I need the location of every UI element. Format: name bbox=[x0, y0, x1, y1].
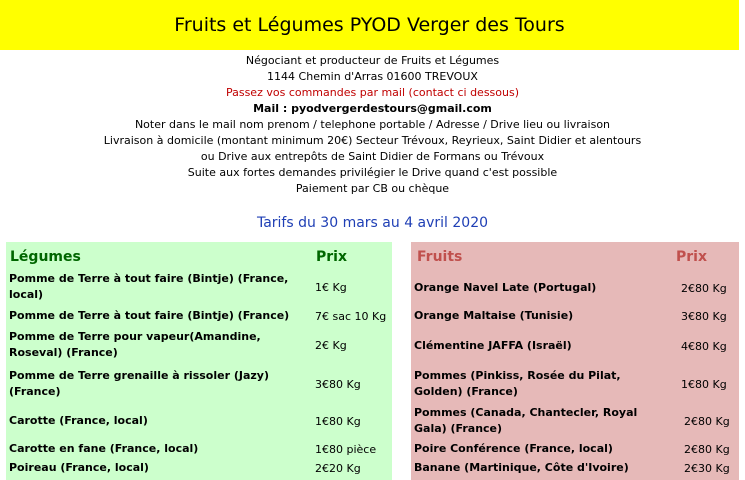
vegetable-row bbox=[6, 269, 392, 305]
vegetable-price: 7€ sac 10 Kg bbox=[315, 309, 387, 323]
fruit-name: Pommes (Canada, Chantecler, Royal Gala) (France) bbox=[414, 406, 638, 435]
vegetable-row bbox=[6, 366, 392, 402]
vegetable-price: 1€80 Kg bbox=[315, 414, 361, 428]
info-line-note: Noter dans le mail nom prenom / telephone portable / Adresse / Drive lieu ou livraison bbox=[134, 118, 611, 131]
fruit-price: 4€80 Kg bbox=[681, 339, 727, 353]
vegetable-row bbox=[6, 327, 392, 363]
info-line-payment: Paiement par CB ou chèque bbox=[295, 182, 450, 195]
vegetable-name: Pomme de Terre à tout faire (Bintje) (France) bbox=[9, 309, 290, 322]
vegetable-row bbox=[6, 306, 392, 326]
fruit-row bbox=[411, 403, 739, 439]
vegetable-name: Carotte (France, local) bbox=[9, 414, 148, 427]
tarifs-dates: Tarifs du 30 mars au 4 avril 2020 bbox=[256, 215, 489, 231]
fruit-row bbox=[411, 459, 739, 477]
fruit-name: Orange Navel Late (Portugal) bbox=[414, 281, 597, 294]
info-line-email: Mail : pyodvergerdestours@gmail.com bbox=[253, 102, 492, 115]
info-line-order-instructions: Passez vos commandes par mail (contact ci dessous) bbox=[225, 86, 520, 99]
fruit-row bbox=[411, 366, 739, 402]
vegetable-price: 2€20 Kg bbox=[315, 461, 361, 475]
fruit-row bbox=[411, 440, 739, 458]
vegetable-price: 1€ Kg bbox=[315, 280, 347, 294]
fruit-row bbox=[411, 278, 739, 298]
fruit-price: 2€80 Kg bbox=[684, 414, 730, 428]
fruits-panel bbox=[411, 242, 739, 480]
fruit-price: 2€80 Kg bbox=[681, 281, 727, 295]
fruit-name: Pommes (Pinkiss, Rosée du Pilat, Golden) (France) bbox=[414, 369, 621, 398]
vegetable-name: Pomme de Terre grenaille à rissoler (Jazy) (France) bbox=[9, 369, 269, 398]
vegetable-name: Pomme de Terre pour vapeur(Amandine, Roseval) (France) bbox=[9, 330, 261, 359]
vegetables-header: Légumes bbox=[10, 249, 81, 265]
fruit-name: Poire Conférence (France, local) bbox=[414, 442, 613, 455]
vegetable-price: 3€80 Kg bbox=[315, 377, 361, 391]
page-title: Fruits et Légumes PYOD Verger des Tours bbox=[174, 14, 565, 36]
fruit-row bbox=[411, 306, 739, 326]
fruits-header: Fruits bbox=[417, 249, 463, 265]
vegetable-name: Carotte en fane (France, local) bbox=[9, 442, 199, 455]
info-line-drive: ou Drive aux entrepôts de Saint Didier de Formans ou Trévoux bbox=[200, 150, 545, 163]
vegetables-price-header: Prix bbox=[316, 249, 347, 265]
fruits-price-header: Prix bbox=[676, 249, 707, 265]
vegetable-row bbox=[6, 411, 392, 431]
info-block bbox=[0, 53, 745, 197]
vegetable-name: Pomme de Terre à tout faire (Bintje) (France, local) bbox=[9, 272, 289, 301]
vegetable-row bbox=[6, 440, 392, 458]
info-line-address: 1144 Chemin d'Arras 01600 TREVOUX bbox=[267, 70, 478, 83]
info-line-description: Négociant et producteur de Fruits et Légumes bbox=[245, 54, 500, 67]
vegetables-panel bbox=[6, 242, 392, 480]
fruit-row bbox=[411, 336, 739, 356]
fruit-name: Banane (Martinique, Côte d'Ivoire) bbox=[414, 461, 629, 474]
fruit-price: 2€30 Kg bbox=[684, 461, 730, 475]
vegetable-name: Poireau (France, local) bbox=[9, 461, 149, 474]
vegetable-price: 1€80 pièce bbox=[315, 442, 377, 456]
fruit-name: Clémentine JAFFA (Israël) bbox=[414, 339, 572, 352]
page-title-banner bbox=[0, 0, 739, 50]
info-line-delivery: Livraison à domicile (montant minimum 20€) Secteur Trévoux, Reyrieux, Saint Didier et alentours bbox=[103, 134, 642, 147]
fruit-price: 2€80 Kg bbox=[684, 442, 730, 456]
vegetable-row bbox=[6, 459, 392, 477]
fruit-price: 1€80 Kg bbox=[681, 377, 727, 391]
fruit-price: 3€80 Kg bbox=[681, 309, 727, 323]
vegetable-price: 2€ Kg bbox=[315, 338, 347, 352]
fruit-name: Orange Maltaise (Tunisie) bbox=[414, 309, 574, 322]
info-line-drive-preference: Suite aux fortes demandes privilégier le Drive quand c'est possible bbox=[187, 166, 558, 179]
